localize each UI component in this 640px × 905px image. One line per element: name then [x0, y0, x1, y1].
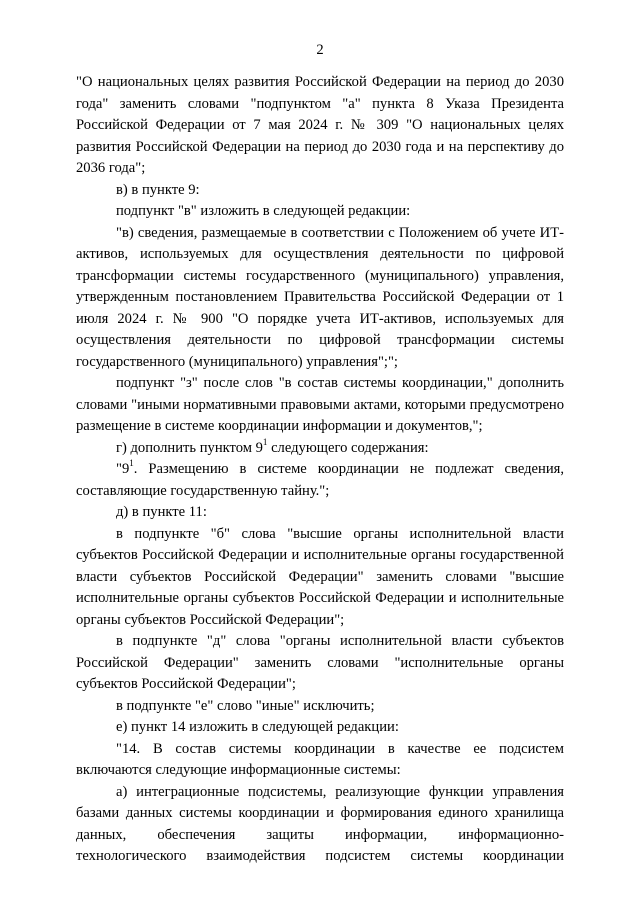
paragraph-9: в подпункте "б" слова "высшие органы исполнительной власти субъектов Российской Федерации и исполнительные органы государственной власти субъектов Российской Федерации" заменить словами "высшие исполнительные органы субъектов Российской Федерации и исполнительные органы субъектов Российской Федерации";	[76, 525, 564, 628]
paragraph-7-text-end: . Размещению в системе координации не подлежат сведения, составляющие государственную тайну.";	[76, 461, 564, 499]
paragraph-11: в подпункте "е" слово "иные" исключить;	[116, 697, 375, 714]
paragraph-10: в подпункте "д" слова "органы исполнительной власти субъектов Российской Федерации" заменить словами "исполнительные органы субъектов Российской Федерации";	[76, 633, 564, 692]
paragraph-7-superscript: 1	[129, 458, 134, 469]
paragraph-6-superscript: 1	[262, 436, 268, 447]
paragraph-6-text-end: следующего содержания:	[267, 439, 429, 456]
paragraph-5: подпункт "з" после слов "в состав системы координации," дополнить словами "иными нормативными правовыми актами, которыми предусмотрено размещение в системе координации информации и документов,";	[76, 375, 564, 434]
paragraph-3: подпункт "в" изложить в следующей редакции:	[116, 203, 411, 219]
paragraph-1: "О национальных целях развития Российской Федерации на период до 2030 года" заменить словами "подпунктом "а" пункта 8 Указа Президента Российской Федерации от 7 мая 2024 г. № 309 "О национальных целях развития Российской Федерации на период до 2030 года и на перспективу до 2036 года";	[76, 74, 564, 176]
paragraph-7-text: "9	[116, 461, 130, 477]
paragraph-8: д) в пункте 11:	[116, 504, 207, 520]
paragraph-7	[76, 459, 564, 502]
paragraph-6	[76, 438, 564, 460]
paragraph-4: "в) сведения, размещаемые в соответствии с Положением об учете ИТ-активов, используемых для осуществления деятельности по цифровой трансформации системы государственного (муниципального) управления, утвержденным постановлением Правительства Российской Федерации от 1 июля 2024 г. № 900 "О порядке учета ИТ-активов, используемых для осуществления деятельности по цифровой трансформации системы государственного (муниципального) управления";";	[76, 224, 564, 370]
document-body	[76, 72, 564, 868]
paragraph-12: е) пункт 14 изложить в следующей редакции:	[116, 719, 399, 735]
paragraph-6-text: г) дополнить пунктом 9	[116, 439, 263, 456]
paragraph-14: а) интеграционные подсистемы, реализующие функции управления базами данных системы координации и формирования единого хранилища данных, обеспечения защиты информации, информационно-технологического взаимодействия подсистем системы координации	[76, 783, 564, 864]
paragraph-13: "14. В состав системы координации в качестве ее подсистем включаются следующие информационные системы:	[76, 740, 564, 778]
paragraph-2: в) в пункте 9:	[116, 181, 200, 198]
page-number: 2	[316, 42, 324, 58]
